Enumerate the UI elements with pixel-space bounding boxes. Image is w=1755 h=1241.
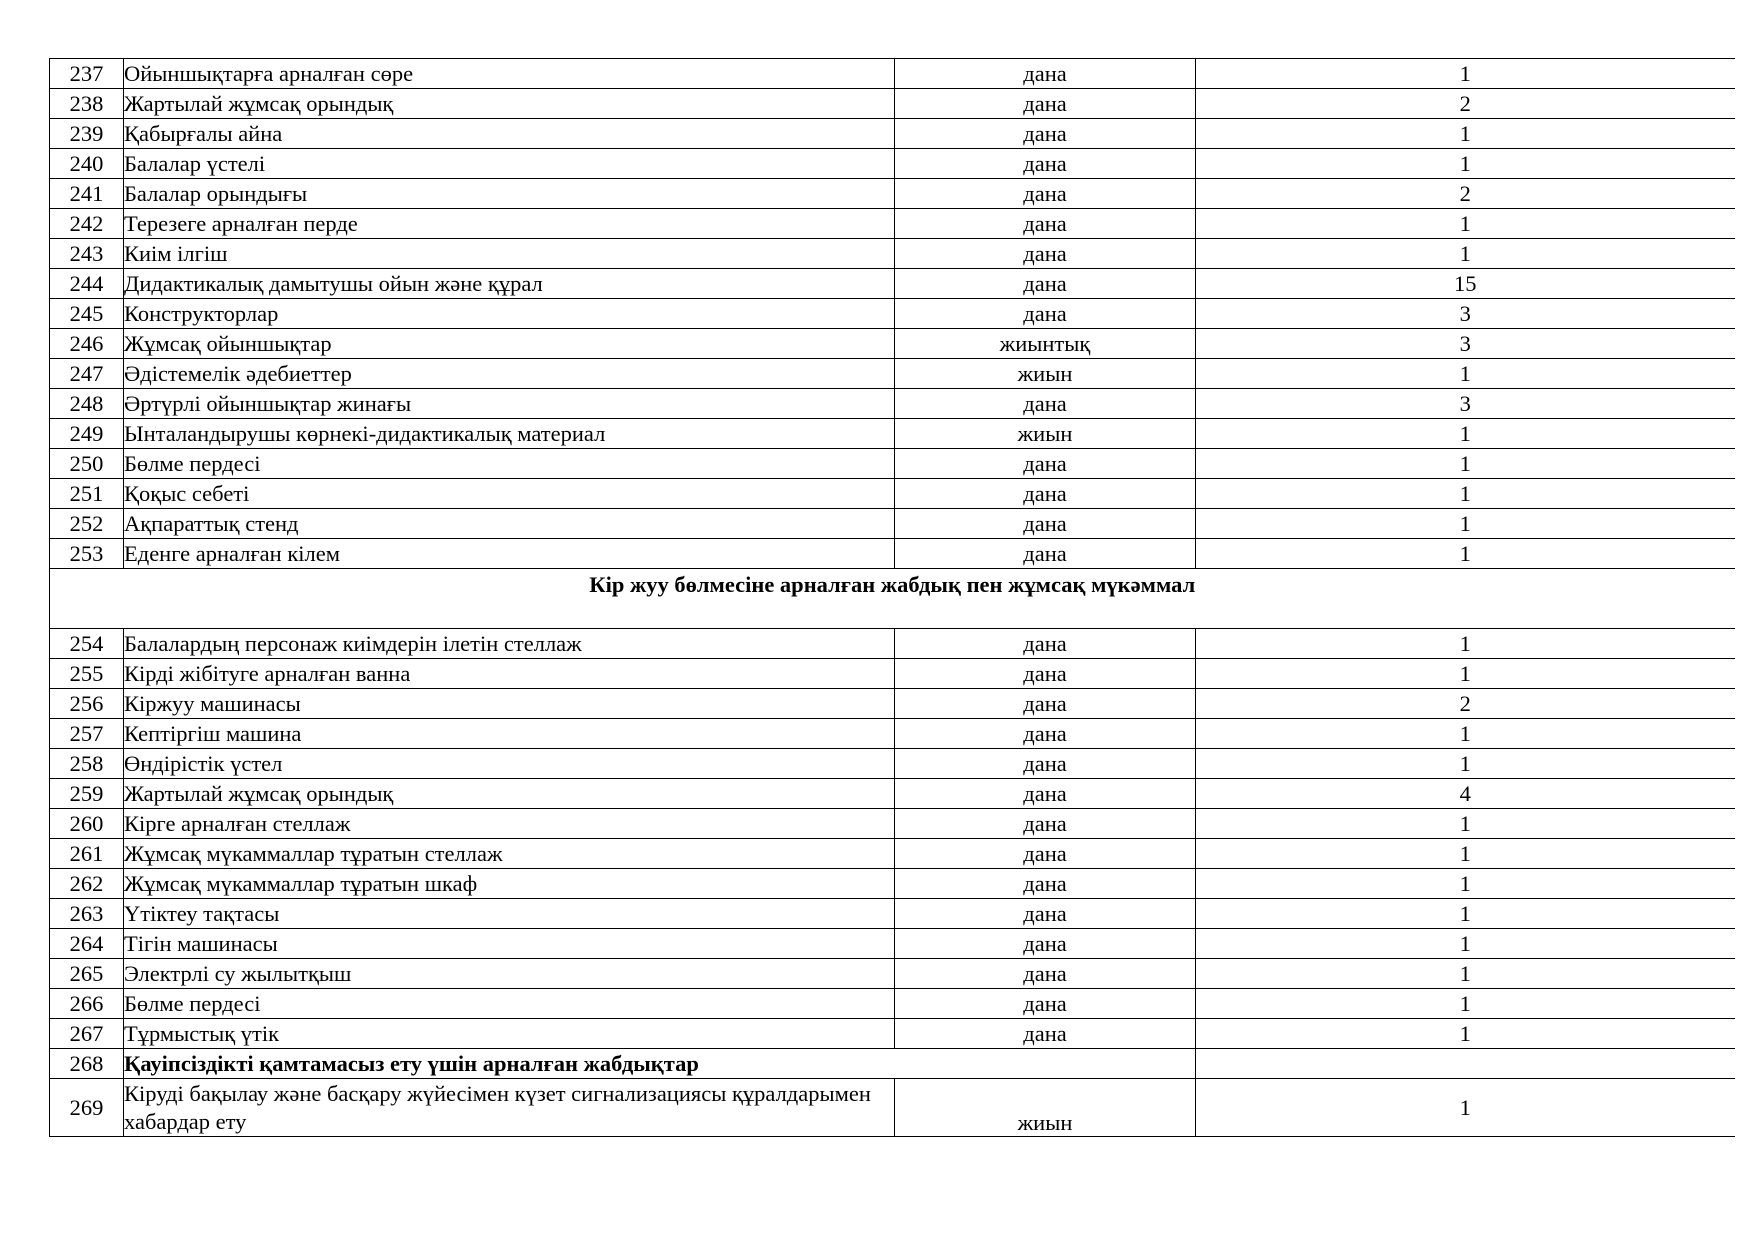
row-quantity: 3 [1196, 329, 1735, 359]
table-row-269 [50, 1079, 1735, 1137]
table-row [50, 359, 1735, 389]
table-row [50, 929, 1735, 959]
row-item-name: Кіруді бақылау және басқару жүйесімен күзет сигнализациясы құралдарымен хабардар ету [124, 1079, 895, 1137]
row-number: 243 [50, 239, 124, 269]
table-row [50, 179, 1735, 209]
table-row [50, 959, 1735, 989]
row-unit: дана [895, 299, 1196, 329]
row-number: 247 [50, 359, 124, 389]
row-item-name: Еденге арналған кілем [124, 539, 895, 569]
section-title: Кір жуу бөлмесіне арналған жабдық пен жұмсақ мүкәммал [50, 569, 1735, 629]
table-row [50, 839, 1735, 869]
row-number: 249 [50, 419, 124, 449]
row-unit: дана [895, 719, 1196, 749]
row-number: 257 [50, 719, 124, 749]
table-body-rooms [50, 59, 1735, 569]
row-item-name: Бөлме пердесі [124, 989, 895, 1019]
row-number: 250 [50, 449, 124, 479]
row-number: 266 [50, 989, 124, 1019]
row-number: 246 [50, 329, 124, 359]
row-unit: дана [895, 119, 1196, 149]
table-row [50, 419, 1735, 449]
row-quantity: 1 [1196, 1019, 1735, 1049]
table-row [50, 59, 1735, 89]
row-quantity: 15 [1196, 269, 1735, 299]
row-number: 258 [50, 749, 124, 779]
row-unit: дана [895, 929, 1196, 959]
row-number: 242 [50, 209, 124, 239]
row-item-name: Үтіктеу тақтасы [124, 899, 895, 929]
row-unit: жиын [895, 419, 1196, 449]
table-row [50, 659, 1735, 689]
row-quantity: 1 [1196, 59, 1735, 89]
table-row [50, 239, 1735, 269]
row-unit: дана [895, 449, 1196, 479]
row-quantity: 1 [1196, 899, 1735, 929]
table-row [50, 719, 1735, 749]
table-body-laundry [50, 629, 1735, 1049]
row-number: 261 [50, 839, 124, 869]
row-item-name: Әртүрлі ойыншықтар жинағы [124, 389, 895, 419]
row-number: 245 [50, 299, 124, 329]
row-unit: дана [895, 869, 1196, 899]
row-quantity: 1 [1196, 209, 1735, 239]
row-quantity: 1 [1196, 989, 1735, 1019]
empty-cell [1196, 1049, 1735, 1079]
row-quantity: 1 [1196, 749, 1735, 779]
row-quantity: 1 [1196, 149, 1735, 179]
row-number: 259 [50, 779, 124, 809]
row-unit: жиын [895, 359, 1196, 389]
row-number: 238 [50, 89, 124, 119]
row-item-name: Тұрмыстық үтік [124, 1019, 895, 1049]
table-row-268 [50, 1049, 1735, 1079]
row-number: 248 [50, 389, 124, 419]
row-item-name: Дидактикалық дамытушы ойын және құрал [124, 269, 895, 299]
table-row [50, 209, 1735, 239]
row-unit: дана [895, 659, 1196, 689]
row-unit: дана [895, 179, 1196, 209]
row-quantity: 3 [1196, 389, 1735, 419]
row-item-name: Кіржуу машинасы [124, 689, 895, 719]
table-row [50, 389, 1735, 419]
equipment-table [49, 58, 1735, 1137]
row-item-name: Балалардың персонаж киімдерін ілетін стеллаж [124, 629, 895, 659]
row-item-name: Жартылай жұмсақ орындық [124, 89, 895, 119]
row-unit: дана [895, 899, 1196, 929]
table-row [50, 449, 1735, 479]
row-item-name: Кептіргіш машина [124, 719, 895, 749]
row-number: 239 [50, 119, 124, 149]
table-row [50, 689, 1735, 719]
row-quantity: 1 [1196, 839, 1735, 869]
row-number: 251 [50, 479, 124, 509]
row-item-name: Электрлі су жылытқыш [124, 959, 895, 989]
row-number: 260 [50, 809, 124, 839]
row-quantity: 1 [1196, 929, 1735, 959]
row-item-name: Балалар орындығы [124, 179, 895, 209]
row-unit: дана [895, 809, 1196, 839]
table-row [50, 629, 1735, 659]
table-row [50, 299, 1735, 329]
table-row [50, 149, 1735, 179]
row-number: 267 [50, 1019, 124, 1049]
row-number: 263 [50, 899, 124, 929]
row-unit: дана [895, 689, 1196, 719]
table-row [50, 479, 1735, 509]
section-header [50, 569, 1735, 629]
row-unit: жиынтық [895, 329, 1196, 359]
row-number: 254 [50, 629, 124, 659]
row-item-name: Жұмсақ мүкаммаллар тұратын стеллаж [124, 839, 895, 869]
row-item-name: Қабырғалы айна [124, 119, 895, 149]
row-unit: дана [895, 59, 1196, 89]
row-item-name: Жартылай жұмсақ орындық [124, 779, 895, 809]
row-quantity: 4 [1196, 779, 1735, 809]
row-unit: дана [895, 1019, 1196, 1049]
row-item-name: Киім ілгіш [124, 239, 895, 269]
row-item-name: Ақпараттық стенд [124, 509, 895, 539]
row-number: 264 [50, 929, 124, 959]
row-unit: дана [895, 269, 1196, 299]
row-quantity: 1 [1196, 509, 1735, 539]
row-unit: дана [895, 239, 1196, 269]
row-quantity: 1 [1196, 239, 1735, 269]
row-number: 268 [50, 1049, 124, 1079]
table-row [50, 899, 1735, 929]
row-security-heading: Қауіпсіздікті қамтамасыз ету үшін арналған жабдықтар [124, 1049, 1196, 1079]
row-number: 255 [50, 659, 124, 689]
row-quantity: 1 [1196, 359, 1735, 389]
row-unit: дана [895, 479, 1196, 509]
row-item-name: Жұмсақ ойыншықтар [124, 329, 895, 359]
row-unit: дана [895, 209, 1196, 239]
row-unit: дана [895, 509, 1196, 539]
row-quantity: 3 [1196, 299, 1735, 329]
row-item-name: Тігін машинасы [124, 929, 895, 959]
row-number: 265 [50, 959, 124, 989]
row-quantity: 1 [1196, 1079, 1735, 1137]
table-row [50, 329, 1735, 359]
table-row [50, 89, 1735, 119]
row-number: 252 [50, 509, 124, 539]
row-quantity: 2 [1196, 689, 1735, 719]
row-number: 269 [50, 1079, 124, 1137]
row-number: 244 [50, 269, 124, 299]
row-number: 253 [50, 539, 124, 569]
row-item-name: Кірді жібітуге арналған ванна [124, 659, 895, 689]
row-unit: дана [895, 779, 1196, 809]
table-body-security [50, 1049, 1735, 1137]
row-unit: дана [895, 149, 1196, 179]
table-row [50, 869, 1735, 899]
row-quantity: 1 [1196, 479, 1735, 509]
table-row [50, 779, 1735, 809]
row-quantity: 1 [1196, 629, 1735, 659]
row-number: 237 [50, 59, 124, 89]
row-item-name: Ойыншықтарға арналған сөре [124, 59, 895, 89]
row-item-name: Әдістемелік әдебиеттер [124, 359, 895, 389]
row-item-name: Қоқыс себеті [124, 479, 895, 509]
table-row [50, 749, 1735, 779]
row-item-name: Ынталандырушы көрнекі-дидактикалық материал [124, 419, 895, 449]
table-row [50, 1019, 1735, 1049]
row-quantity: 1 [1196, 449, 1735, 479]
row-item-name: Балалар үстелі [124, 149, 895, 179]
table-row [50, 509, 1735, 539]
row-unit: дана [895, 839, 1196, 869]
row-quantity: 1 [1196, 719, 1735, 749]
row-quantity: 1 [1196, 809, 1735, 839]
row-quantity: 2 [1196, 89, 1735, 119]
row-number: 241 [50, 179, 124, 209]
row-number: 240 [50, 149, 124, 179]
row-unit: дана [895, 89, 1196, 119]
row-unit: дана [895, 539, 1196, 569]
row-unit: дана [895, 749, 1196, 779]
row-number: 256 [50, 689, 124, 719]
row-quantity: 1 [1196, 419, 1735, 449]
row-quantity: 1 [1196, 659, 1735, 689]
row-unit: дана [895, 629, 1196, 659]
table-row [50, 809, 1735, 839]
row-unit: дана [895, 989, 1196, 1019]
row-quantity: 2 [1196, 179, 1735, 209]
row-quantity: 1 [1196, 119, 1735, 149]
row-quantity: 1 [1196, 869, 1735, 899]
row-item-name: Кірге арналған стеллаж [124, 809, 895, 839]
row-quantity: 1 [1196, 959, 1735, 989]
row-unit: дана [895, 389, 1196, 419]
row-item-name: Конструкторлар [124, 299, 895, 329]
row-item-name: Өндірістік үстел [124, 749, 895, 779]
section-header-row [50, 569, 1735, 629]
table-row [50, 539, 1735, 569]
row-unit: жиын [895, 1079, 1196, 1137]
table-row [50, 269, 1735, 299]
row-number: 262 [50, 869, 124, 899]
row-quantity: 1 [1196, 539, 1735, 569]
row-unit: дана [895, 959, 1196, 989]
row-item-name: Бөлме пердесі [124, 449, 895, 479]
table-row [50, 119, 1735, 149]
row-item-name: Жұмсақ мүкаммаллар тұратын шкаф [124, 869, 895, 899]
row-item-name: Терезеге арналған перде [124, 209, 895, 239]
table-row [50, 989, 1735, 1019]
